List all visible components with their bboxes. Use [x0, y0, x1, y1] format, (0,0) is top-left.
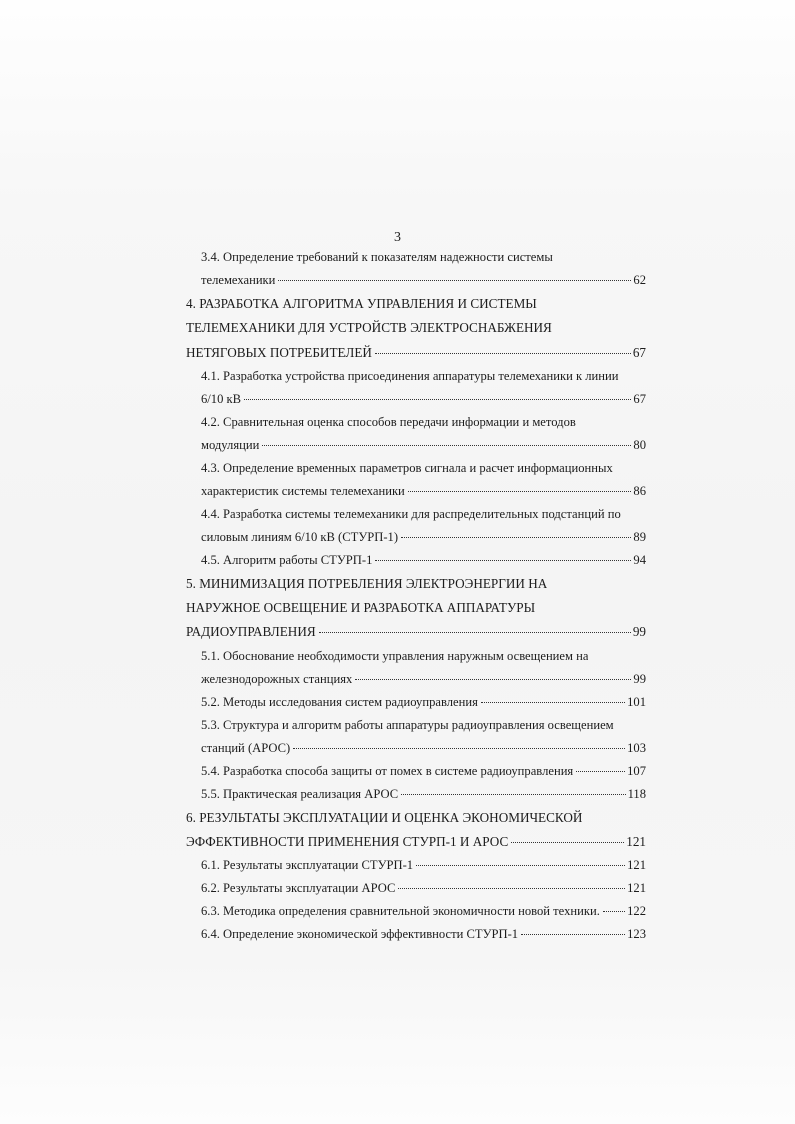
- toc-page-number: 121: [626, 834, 646, 850]
- table-of-contents: [186, 246, 646, 946]
- toc-section-entry: [186, 760, 646, 783]
- toc-section-entry: [186, 365, 646, 411]
- dot-leader: [416, 865, 625, 866]
- toc-line: [186, 596, 646, 620]
- toc-entry-text: ТЕЛЕМЕХАНИКИ ДЛЯ УСТРОЙСТВ ЭЛЕКТРОСНАБЖЕНИЯ: [186, 320, 552, 336]
- toc-entry-text: 5.4. Разработка способа защиты от помех в системе радиоуправления: [201, 763, 574, 778]
- toc-section-entry: [186, 714, 646, 760]
- toc-line: [186, 620, 646, 644]
- toc-line: [186, 503, 646, 526]
- toc-entry-text: 4.4. Разработка системы телемеханики для распределительных подстанций по: [201, 506, 621, 521]
- toc-line: [186, 806, 646, 830]
- toc-line: [186, 434, 646, 457]
- toc-page-number: 103: [627, 740, 646, 755]
- toc-entry-text: 6.3. Методика определения сравнительной экономичности новой техники.: [201, 904, 600, 919]
- toc-page-number: 121: [627, 881, 646, 896]
- toc-entry-text: 4.1. Разработка устройства присоединения аппаратуры телемеханики к линии: [201, 368, 619, 383]
- toc-line: [186, 760, 646, 783]
- dot-leader: [244, 399, 631, 400]
- toc-section-entry: [186, 246, 646, 292]
- toc-page-number: 86: [633, 483, 646, 498]
- toc-entry-text: НЕТЯГОВЫХ ПОТРЕБИТЕЛЕЙ: [186, 344, 372, 360]
- toc-line: [186, 411, 646, 434]
- toc-section-entry: [186, 923, 646, 946]
- toc-entry-text: 6.1. Результаты эксплуатации СТУРП-1: [201, 858, 414, 873]
- dot-leader: [481, 702, 625, 703]
- toc-entry-text: телемеханики: [201, 273, 276, 287]
- toc-page-number: 123: [627, 927, 646, 942]
- toc-entry-text: 5.5. Практическая реализация АРОС: [201, 786, 399, 801]
- toc-page-number: 99: [632, 624, 646, 640]
- toc-line: [186, 900, 646, 923]
- toc-entry-text: 5. МИНИМИЗАЦИЯ ПОТРЕБЛЕНИЯ ЭЛЕКТРОЭНЕРГИИ НА: [186, 575, 548, 591]
- toc-page-number: 122: [627, 904, 646, 919]
- toc-chapter-entry: [186, 806, 646, 855]
- toc-page-number: 62: [633, 273, 646, 287]
- toc-section-entry: [186, 411, 646, 457]
- toc-line: [186, 691, 646, 714]
- toc-page-number: 94: [633, 552, 646, 567]
- toc-entry-text: 6.4. Определение экономической эффективности СТУРП-1: [201, 927, 519, 942]
- toc-line: [186, 854, 646, 877]
- toc-line: [186, 269, 646, 292]
- toc-entry-text: 6.2. Результаты эксплуатации АРОС: [201, 881, 396, 896]
- dot-leader: [576, 771, 625, 772]
- toc-page-number: 67: [633, 391, 646, 406]
- toc-line: [186, 668, 646, 691]
- toc-line: [186, 877, 646, 900]
- toc-line: [186, 737, 646, 760]
- toc-entry-text: НАРУЖНОЕ ОСВЕЩЕНИЕ И РАЗРАБОТКА АППАРАТУРЫ: [186, 600, 536, 616]
- toc-line: [186, 783, 646, 806]
- toc-page-number: 80: [633, 437, 646, 452]
- dot-leader: [398, 888, 625, 889]
- dot-leader: [319, 632, 631, 633]
- toc-section-entry: [186, 503, 646, 549]
- toc-entry-text: ЭФФЕКТИВНОСТИ ПРИМЕНЕНИЯ СТУРП-1 И АРОС: [186, 834, 509, 850]
- dot-leader: [278, 280, 631, 281]
- toc-line: [186, 714, 646, 737]
- toc-page-number: 101: [627, 694, 646, 709]
- toc-chapter-entry: [186, 292, 646, 365]
- toc-entry-text: станций (АРОС): [201, 740, 291, 755]
- toc-line: [186, 549, 646, 572]
- dot-leader: [401, 537, 631, 538]
- toc-entry-text: 4. РАЗРАБОТКА АЛГОРИТМА УПРАВЛЕНИЯ И СИСТЕМЫ: [186, 296, 537, 311]
- toc-line: [186, 316, 646, 340]
- dot-leader: [262, 445, 631, 446]
- toc-line: [186, 830, 646, 854]
- toc-line: [186, 365, 646, 388]
- toc-entry-text: 5.2. Методы исследования систем радиоуправления: [201, 694, 478, 709]
- toc-section-entry: [186, 549, 646, 572]
- dot-leader: [401, 794, 625, 795]
- page-number: 3: [394, 230, 401, 245]
- dot-leader: [375, 560, 631, 561]
- toc-section-entry: [186, 691, 646, 714]
- toc-entry-text: 6/10 кВ: [201, 391, 242, 406]
- dot-leader: [408, 491, 632, 492]
- toc-page-number: 107: [627, 763, 646, 778]
- toc-entry-text: 3.4. Определение требований к показателям надежности системы: [201, 250, 553, 264]
- toc-line: [186, 923, 646, 946]
- toc-entry-text: РАДИОУПРАВЛЕНИЯ: [186, 624, 316, 640]
- toc-section-entry: [186, 877, 646, 900]
- toc-entry-text: 4.3. Определение временных параметров сигнала и расчет информационных: [201, 460, 613, 475]
- dot-leader: [293, 748, 625, 749]
- toc-line: [186, 246, 646, 269]
- toc-page-number: 99: [633, 671, 646, 686]
- toc-line: [186, 480, 646, 503]
- dot-leader: [603, 911, 625, 912]
- dot-leader: [375, 353, 631, 354]
- toc-section-entry: [186, 854, 646, 877]
- toc-page-number: 118: [627, 786, 646, 801]
- toc-chapter-entry: [186, 572, 646, 645]
- toc-entry-text: 5.3. Структура и алгоритм работы аппаратуры радиоуправления освещением: [201, 717, 614, 732]
- toc-section-entry: [186, 900, 646, 923]
- toc-line: [186, 645, 646, 668]
- toc-line: [186, 388, 646, 411]
- toc-line: [186, 526, 646, 549]
- toc-line: [186, 292, 646, 316]
- toc-section-entry: [186, 783, 646, 806]
- toc-entry-text: силовым линиям 6/10 кВ (СТУРП-1): [201, 529, 399, 544]
- toc-entry-text: 4.2. Сравнительная оценка способов передачи информации и методов: [201, 414, 576, 429]
- toc-section-entry: [186, 457, 646, 503]
- toc-entry-text: 4.5. Алгоритм работы СТУРП-1: [201, 552, 373, 567]
- toc-entry-text: 5.1. Обоснование необходимости управления наружным освещением на: [201, 648, 589, 663]
- toc-section-entry: [186, 645, 646, 691]
- toc-entry-text: модуляции: [201, 437, 260, 452]
- dot-leader: [511, 842, 624, 843]
- toc-entry-text: 6. РЕЗУЛЬТАТЫ ЭКСПЛУАТАЦИИ И ОЦЕНКА ЭКОНОМИЧЕСКОЙ: [186, 809, 583, 825]
- toc-line: [186, 457, 646, 480]
- toc-page-number: 89: [633, 529, 646, 544]
- toc-page-number: 67: [632, 344, 646, 360]
- toc-entry-text: железнодорожных станциях: [201, 671, 353, 686]
- toc-line: [186, 572, 646, 596]
- toc-line: [186, 341, 646, 365]
- toc-page-number: 121: [627, 858, 646, 873]
- dot-leader: [355, 679, 631, 680]
- dot-leader: [521, 934, 625, 935]
- toc-entry-text: характеристик системы телемеханики: [201, 483, 405, 498]
